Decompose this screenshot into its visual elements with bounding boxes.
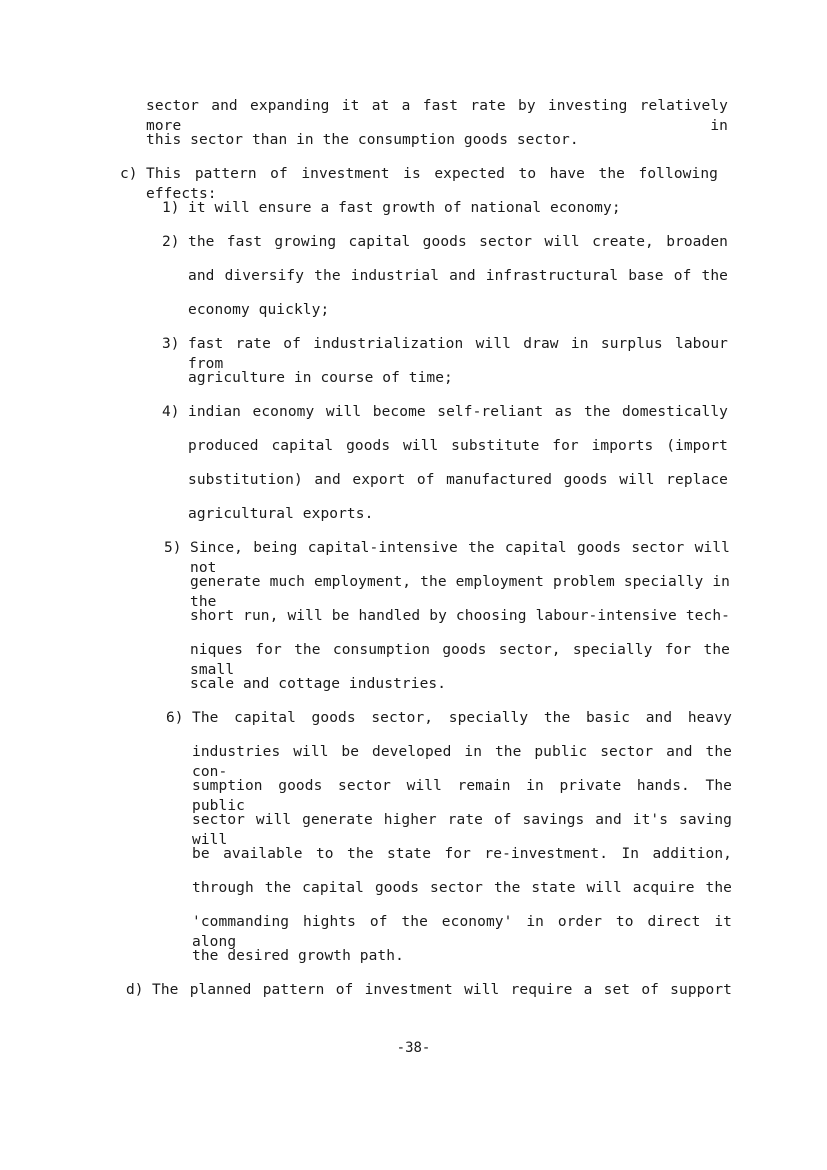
list-marker: 4) xyxy=(162,404,180,420)
text-line: 'commanding hights of the economy' in order to direct it along xyxy=(192,914,732,950)
text-line: indian economy will become self-reliant as the domestically xyxy=(188,404,728,420)
text-line: generate much employment, the employment problem specially in the xyxy=(190,574,730,610)
text-line: the desired growth path. xyxy=(192,948,404,964)
text-line: through the capital goods sector the state will acquire the xyxy=(192,880,732,896)
text-line: The capital goods sector, specially the basic and heavy xyxy=(192,710,732,726)
text-line: fast rate of industrialization will draw in surplus labour from xyxy=(188,336,728,372)
text-line: short run, will be handled by choosing labour-intensive tech- xyxy=(190,608,730,624)
text-line: sector will generate higher rate of savings and it's saving will xyxy=(192,812,732,848)
text-line: sector and expanding it at a fast rate by investing relatively more in xyxy=(146,98,728,134)
text-line: niques for the consumption goods sector, specially for the small xyxy=(190,642,730,678)
text-line: economy quickly; xyxy=(188,302,330,318)
list-marker: 6) xyxy=(166,710,184,726)
text-line: The planned pattern of investment will require a set of support xyxy=(152,982,732,998)
list-marker: c) xyxy=(120,166,138,182)
text-line: and diversify the industrial and infrastructural base of the xyxy=(188,268,728,284)
text-line: agriculture in course of time; xyxy=(188,370,453,386)
list-marker: 1) xyxy=(162,200,180,216)
text-line: This pattern of investment is expected to have the following effects: xyxy=(146,166,718,202)
text-line: produced capital goods will substitute for imports (import xyxy=(188,438,728,454)
text-line: be available to the state for re-investment. In addition, xyxy=(192,846,732,862)
list-marker: d) xyxy=(126,982,144,998)
list-marker: 5) xyxy=(164,540,182,556)
text-line: agricultural exports. xyxy=(188,506,374,522)
text-line: it will ensure a fast growth of national economy; xyxy=(188,200,621,216)
text-line: this sector than in the consumption goods sector. xyxy=(146,132,579,148)
text-line: scale and cottage industries. xyxy=(190,676,447,692)
page-number: -38- xyxy=(396,1040,431,1056)
list-marker: 3) xyxy=(162,336,180,352)
text-line: the fast growing capital goods sector will create, broaden xyxy=(188,234,728,250)
text-line: substitution) and export of manufactured goods will replace xyxy=(188,472,728,488)
text-line: sumption goods sector will remain in private hands. The public xyxy=(192,778,732,814)
text-line: Since, being capital-intensive the capital goods sector will not xyxy=(190,540,730,576)
list-marker: 2) xyxy=(162,234,180,250)
text-line: industries will be developed in the public sector and the con- xyxy=(192,744,732,780)
